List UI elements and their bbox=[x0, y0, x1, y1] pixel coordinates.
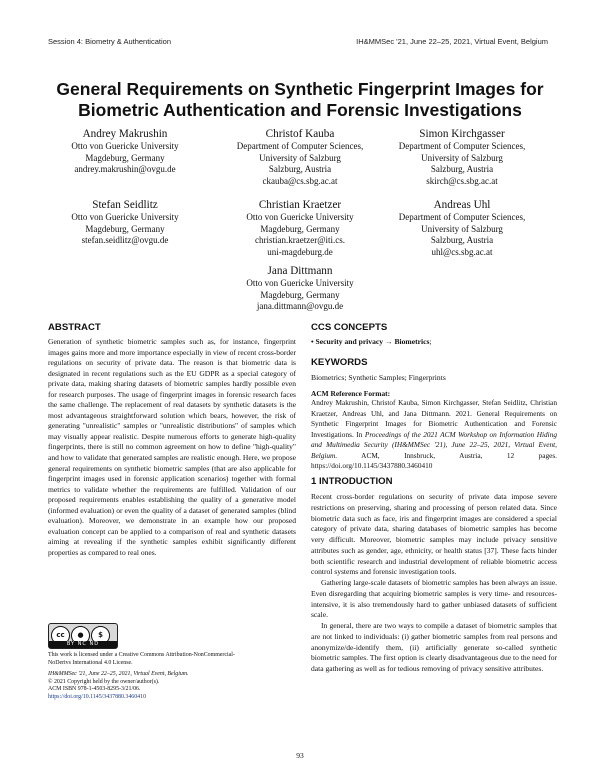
doi-link[interactable]: https://doi.org/10.1145/3437880.3460410 bbox=[48, 694, 147, 701]
author-name: Stefan Seidlitz bbox=[92, 199, 158, 211]
license-line-2: NoDerivs International 4.0 License. bbox=[48, 659, 133, 666]
cc-icon: cc bbox=[51, 626, 70, 645]
reference-plain: Andrey Makrushin, Christof Kauba, Simon Kirchgasser, Stefan Seidlitz, Christian Kraetzer, Andreas Uhl, and Jana Dittmann. 2021. General Requirements on Synthetic Fingerprint Images for Biometric Authentication and Forensic Investigations. In bbox=[311, 398, 557, 439]
paper-title bbox=[40, 79, 560, 121]
intro-body bbox=[311, 492, 557, 675]
author-affiliation: Department of Computer Sciences, bbox=[398, 141, 526, 151]
reference-tail: ACM, Innsbruck, Austria, 12 pages. https://doi.org/10.1145/3437880.3460410 bbox=[311, 450, 557, 470]
author-block bbox=[210, 128, 390, 187]
author-university: University of Salzburg bbox=[421, 152, 503, 163]
author-location: Salzburg, Austria bbox=[268, 164, 332, 175]
intro-paragraph-1: Recent cross-border regulations on security of private data impose severe restrictions on preserving, sharing and processing of person related data. Since biometric data such as face, iris and fingerprint images are considered a special category of private data, sharing databases of biometric samples has become very difficult. Moreover, biometric samples may include privacy sensitive attributes such as gender, age, ethnicity, or health status [37]. These facts hinder both scientific research and industrial development of reliable biometric access control systems and forensic investigation tools. bbox=[311, 492, 557, 577]
ccs-tail: ; bbox=[429, 337, 432, 346]
ccs-item: • Security and privacy bbox=[311, 337, 384, 346]
abstract-heading: ABSTRACT bbox=[48, 322, 101, 333]
intro-heading: 1 INTRODUCTION bbox=[311, 476, 393, 487]
author-affiliation: Otto von Guericke University bbox=[246, 212, 354, 222]
cc-by-label: BY bbox=[66, 641, 76, 647]
abstract-text: Generation of synthetic biometric samples such as, for instance, fingerprint images gains more and more importance especially in view of recent cross-border regulations on security of private data. The reason is that biometric data is designated in recent regulations such as the EU GDPR as a special category of private data, making sharing datasets of biometric samples hardly possible even for research purposes. The usage of fingerprint images in forensic research faces the same challenge. The replacement of real datasets by synthetic datasets is the most advantageous straightforward solution which bears, however, the risk of generating "unrealistic" samples or "unrealistic distributions" of samples which may visually appear realistic. Despite numerous efforts to generate high-quality fingerprints, there is still no common agreement on how to define "high-quality" and how to validate that generated samples are realistic enough. Here, we propose general requirements on synthetic biometric samples (that are also applicable for fingerprint images used in forensic application scenarios) together with formal metrics to validate whether the requirements are fulfilled. Validation of our proposed requirements enables establishing the quality of a generative model (informed evaluation) or even the quality of a dataset of generated samples (blind evaluation). Moreover, we demonstrate in an example how our proposed evaluation concept can be applied to a comparison of real and synthetic datasets aiming at revealing if the synthetic samples exhibit significantly different properties as compared to real ones. bbox=[48, 337, 296, 557]
author-email: uhl@cs.sbg.ac.at bbox=[431, 246, 493, 257]
reference-venue: Proceedings of the 2021 ACM Workshop on Information Hiding and Multimedia Security (IH&MMSec '21), June 22–25, 2021, Virtual Event, Belgium. bbox=[311, 429, 557, 460]
author-university: University of Salzburg bbox=[259, 152, 341, 163]
cc-license-band bbox=[49, 641, 117, 648]
author-name: Christian Kraetzer bbox=[258, 199, 342, 211]
author-location: Magdeburg, Germany bbox=[260, 289, 340, 300]
license-note bbox=[48, 652, 298, 667]
cc-nc-label: NC bbox=[77, 641, 87, 647]
running-header-right: IH&MMSec '21, June 22–25, 2021, Virtual Event, Belgium bbox=[356, 37, 548, 46]
author-location: Magdeburg, Germany bbox=[85, 152, 165, 163]
license-line-1: This work is licensed under a Creative Commons Attribution-NonCommercial- bbox=[48, 652, 235, 658]
ccs-heading: CCS CONCEPTS bbox=[311, 322, 388, 333]
author-university: University of Salzburg bbox=[421, 223, 503, 234]
author-email-cont: uni-magdeburg.de bbox=[267, 246, 333, 257]
author-email: christian.kraetzer@iti.cs. bbox=[255, 235, 345, 246]
conference-line: IH&MMSec '21, June 22–25, 2021, Virtual Event, Belgium. bbox=[48, 671, 189, 677]
title-line-2: Biometric Authentication and Forensic Investigations bbox=[78, 100, 522, 120]
author-name: Andreas Uhl bbox=[433, 199, 491, 211]
author-name: Simon Kirchgasser bbox=[419, 128, 505, 140]
publication-info bbox=[48, 671, 298, 702]
author-affiliation: Otto von Guericke University bbox=[71, 141, 179, 151]
author-block bbox=[210, 265, 390, 313]
author-email: ckauba@cs.sbg.ac.at bbox=[262, 175, 338, 186]
author-block bbox=[35, 199, 215, 247]
cc-nc-icon: $ bbox=[91, 626, 110, 645]
author-affiliation: Department of Computer Sciences, bbox=[398, 212, 526, 222]
ccs-subitem: Biometrics bbox=[394, 337, 430, 346]
intro-paragraph-2: Gathering large-scale datasets of biometric samples has been always an issue. Even disregarding that acquiring biometric samples is very time- and resources-intensive, it is also tremendously hard to gather unbiased datasets of sufficient scale. bbox=[311, 578, 557, 620]
cc-nd-label: ND bbox=[89, 641, 100, 647]
author-block bbox=[372, 128, 552, 187]
ccs-arrow: → bbox=[383, 337, 395, 346]
keywords-heading: KEYWORDS bbox=[311, 357, 368, 368]
author-block bbox=[210, 199, 390, 258]
author-email: skirch@cs.sbg.ac.at bbox=[426, 175, 498, 186]
author-email: andrey.makrushin@ovgu.de bbox=[74, 164, 176, 175]
author-block bbox=[35, 128, 215, 176]
author-location: Salzburg, Austria bbox=[430, 164, 494, 175]
author-affiliation: Otto von Guericke University bbox=[246, 278, 354, 288]
author-email: jana.dittmann@ovgu.de bbox=[256, 301, 344, 312]
author-affiliation: Otto von Guericke University bbox=[71, 212, 179, 222]
running-header-left: Session 4: Biometry & Authentication bbox=[48, 37, 171, 46]
ccs-concepts bbox=[311, 337, 557, 348]
author-name: Christof Kauba bbox=[265, 128, 335, 140]
author-location: Salzburg, Austria bbox=[430, 235, 494, 246]
reference-text bbox=[311, 398, 557, 472]
copyright-line: © 2021 Copyright held by the owner/author(s). bbox=[48, 678, 160, 685]
title-line-1: General Requirements on Synthetic Fingerprint Images for bbox=[56, 79, 544, 99]
intro-paragraph-3: In general, there are two ways to compile a dataset of biometric samples that are not linked to individuals: (i) gather biometric samples from real persons and anonymize/de-identify them, (ii) artificially generate so-called synthetic biometric samples. The first option is clearly disadvantageous due to the need for data gathering as well as for tedious removing of privacy sensitive attributes. bbox=[311, 621, 557, 673]
author-name: Andrey Makrushin bbox=[82, 128, 168, 140]
cc-license-badge[interactable] bbox=[48, 623, 118, 649]
author-location: Magdeburg, Germany bbox=[260, 223, 340, 234]
author-affiliation: Department of Computer Sciences, bbox=[236, 141, 364, 151]
author-email: stefan.seidlitz@ovgu.de bbox=[81, 235, 169, 246]
reference-heading: ACM Reference Format: bbox=[311, 389, 391, 398]
cc-by-icon: ● bbox=[71, 626, 90, 645]
isbn-line: ACM ISBN 978-1-4503-8295-3/21/06. bbox=[48, 686, 141, 693]
keywords-text: Biometrics; Synthetic Samples; Fingerprints bbox=[311, 373, 446, 382]
author-name: Jana Dittmann bbox=[267, 265, 333, 277]
author-location: Magdeburg, Germany bbox=[85, 223, 165, 234]
author-block bbox=[372, 199, 552, 258]
page-number: 93 bbox=[296, 751, 304, 760]
